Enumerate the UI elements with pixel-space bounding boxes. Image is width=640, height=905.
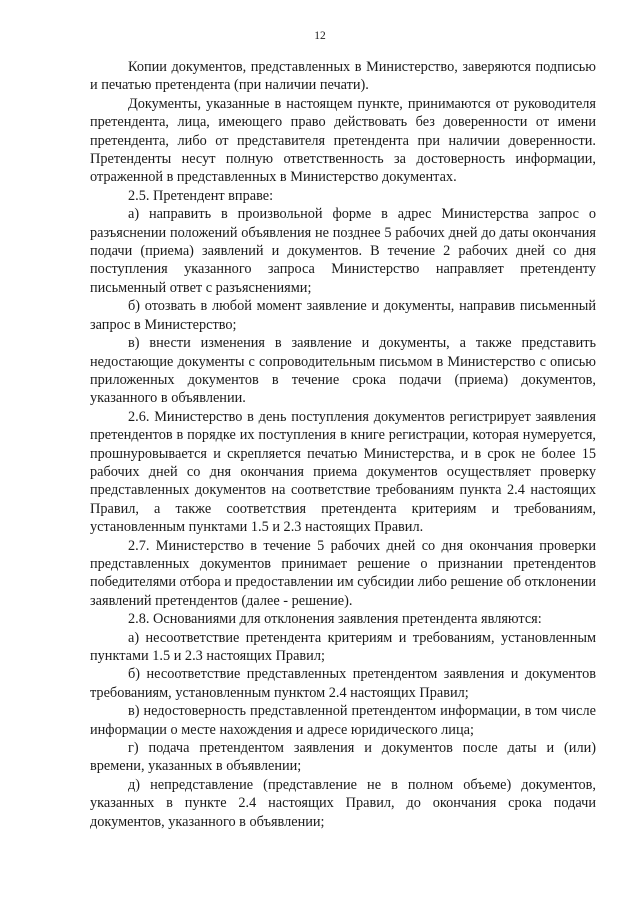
paragraph-2-5-heading: 2.5. Претендент вправе: bbox=[128, 187, 274, 204]
paragraph-copies-certification: Копии документов, представленных в Министерство, заверяются подписью и печатью претендента (при наличии печати). bbox=[90, 59, 596, 94]
paragraph-2-5-a: а) направить в произвольной форме в адрес Министерства запрос о разъяснении положений объявления не позднее 5 рабочих дней до даты окончания подачи (приема) заявлений и документов. В течение 2 рабочих дней со дня поступления указанного запроса Министерство направляет претенденту письменный ответ с разъяснениями; bbox=[90, 206, 596, 296]
paragraph-documents-acceptance: Документы, указанные в настоящем пункте, принимаются от руководителя претендента, лица, имеющего право действовать без доверенности от имени претендента, либо от представителя претендента при наличии доверенности. Претенденты несут полную ответственность за достоверность информации, отраженной в представленных в Министерство документах. bbox=[90, 95, 596, 186]
paragraph-2-8-b: б) несоответствие представленных претендентом заявления и документов требованиям, установленным пунктом 2.4 настоящих Правил; bbox=[90, 666, 596, 701]
paragraph-2-5-v: в) внести изменения в заявление и документы, а также представить недостающие документы с сопроводительным письмом в Министерство с описью приложенных документов в течение срока подачи (приема) документов, указанного в объявлении. bbox=[90, 335, 596, 407]
page-number: 12 bbox=[314, 30, 326, 42]
paragraph-2-8-d: д) непредставление (представление не в полном объеме) документов, указанных в пункте 2.4 настоящих Правил, до окончания срока подачи документов, указанного в объявлении; bbox=[90, 776, 596, 830]
paragraph-2-5-b: б) отозвать в любой момент заявление и документы, направив письменный запрос в Министерство; bbox=[90, 298, 596, 333]
paragraph-2-8-a: а) несоответствие претендента критериям и требованиям, установленным пунктами 1.5 и 2.3 настоящих Правил; bbox=[90, 629, 596, 664]
paragraph-2-7: 2.7. Министерство в течение 5 рабочих дней со дня окончания проверки представленных документов принимает решение о признании претендентов победителями отбора и предоставлении им субсидии либо решение об отклонении заявлений претендентов (далее - решение). bbox=[90, 537, 596, 609]
paragraph-2-8-g: г) подача претендентом заявления и документов после даты и (или) времени, указанных в объявлении; bbox=[90, 740, 596, 775]
paragraph-2-8-heading: 2.8. Основаниями для отклонения заявления претендента являются: bbox=[128, 611, 542, 628]
document-body bbox=[90, 58, 596, 831]
paragraph-2-6: 2.6. Министерство в день поступления документов регистрирует заявления претендентов в порядке их поступления в книге регистрации, которая нумеруется, прошнуровывается и скрепляется печатью Министерства, и в срок не более 15 рабочих дней со дня окончания приема документов осуществляет проверку представленных документов на соответствие требованиям пункта 2.4 настоящих Правил, а также соответствия претендента критериям и требованиям, установленным пунктами 1.5 и 2.3 настоящих Правил. bbox=[90, 408, 596, 536]
paragraph-2-8-v: в) недостоверность представленной претендентом информации, в том числе информации о месте нахождения и адресе юридического лица; bbox=[90, 703, 596, 738]
